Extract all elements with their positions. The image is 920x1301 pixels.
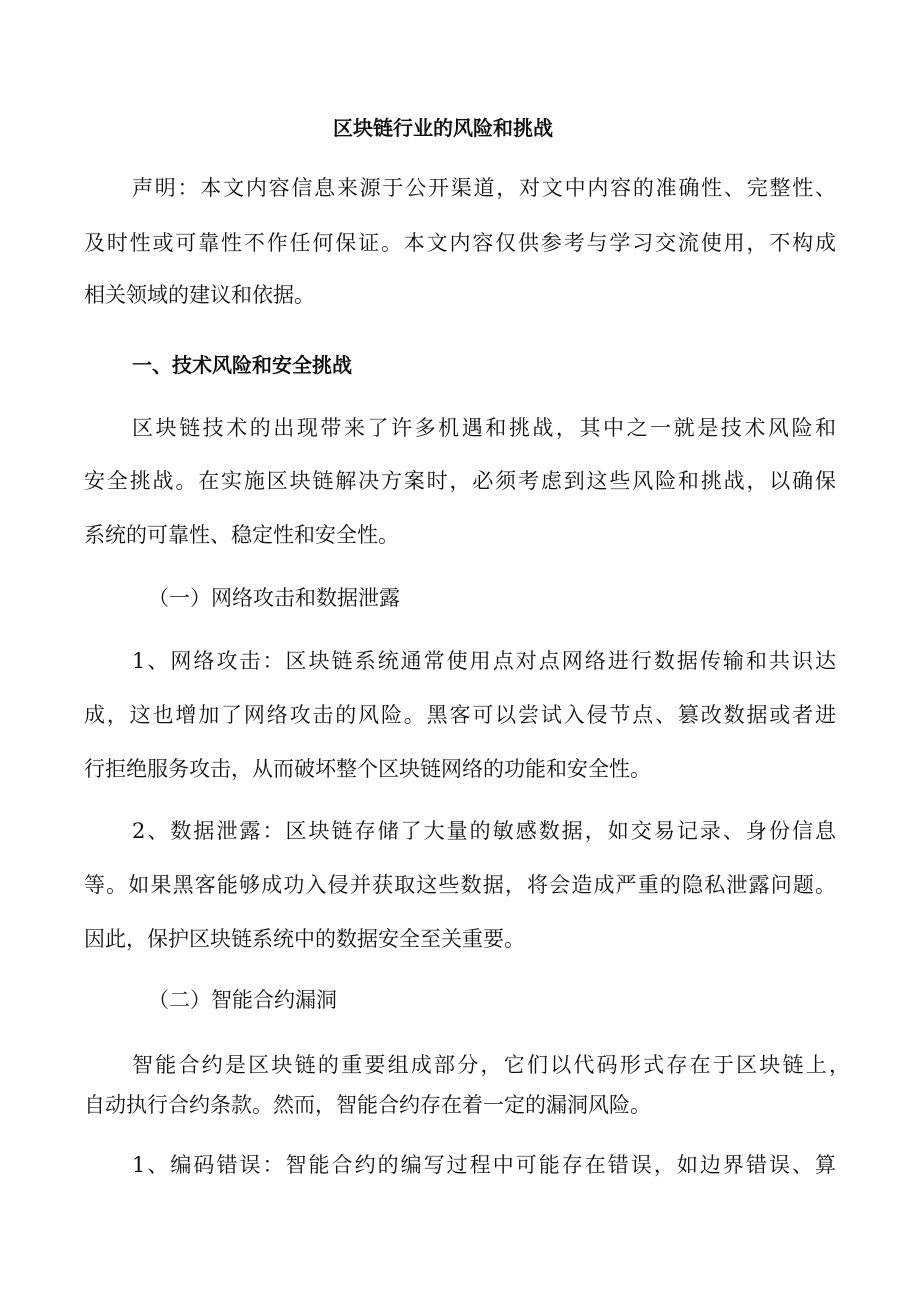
disclaimer-line: 声明：本文内容信息来源于公开渠道，对文中内容的准确性、完整性、: [132, 176, 836, 200]
document-title: 区块链行业的风险和挑战: [333, 116, 553, 140]
disclaimer-line: 相关领域的建议和依据。: [84, 283, 315, 307]
section-heading: 一、技术风险和安全挑战: [132, 353, 352, 377]
paragraph-line: 等。如果黑客能够成功入侵并获取这些数据，将会造成严重的隐私泄露问题。: [84, 873, 836, 897]
paragraph-line: 成，这也增加了网络攻击的风险。黑客可以尝试入侵节点、篡改数据或者进: [84, 703, 836, 727]
paragraph-line: 2、数据泄露：区块链存储了大量的敏感数据，如交易记录、身份信息: [132, 819, 836, 843]
paragraph-line: 1、编码错误：智能合约的编写过程中可能存在错误，如边界错误、算: [132, 1153, 836, 1177]
paragraph-line: 智能合约是区块链的重要组成部分，它们以代码形式存在于区块链上，: [132, 1053, 850, 1077]
paragraph-line: 自动执行合约条款。然而，智能合约存在着一定的漏洞风险。: [84, 1093, 651, 1117]
paragraph-line: 安全挑战。在实施区块链解决方案时，必须考虑到这些风险和挑战，以确保: [84, 469, 836, 493]
paragraph-line: 区块链技术的出现带来了许多机遇和挑战，其中之一就是技术风险和: [132, 416, 836, 440]
paragraph-line: 系统的可靠性、稳定性和安全性。: [84, 523, 399, 547]
subsection-heading: （二）智能合约漏洞: [148, 988, 337, 1012]
disclaimer-line: 及时性或可靠性不作任何保证。本文内容仅供参考与学习交流使用，不构成: [84, 231, 836, 255]
paragraph-line: 行拒绝服务攻击，从而破坏整个区块链网络的功能和安全性。: [84, 757, 651, 781]
subsection-heading: （一）网络攻击和数据泄露: [148, 586, 400, 610]
paragraph-line: 因此，保护区块链系统中的数据安全至关重要。: [84, 927, 525, 951]
paragraph-line: 1、网络攻击：区块链系统通常使用点对点网络进行数据传输和共识达: [132, 649, 836, 673]
